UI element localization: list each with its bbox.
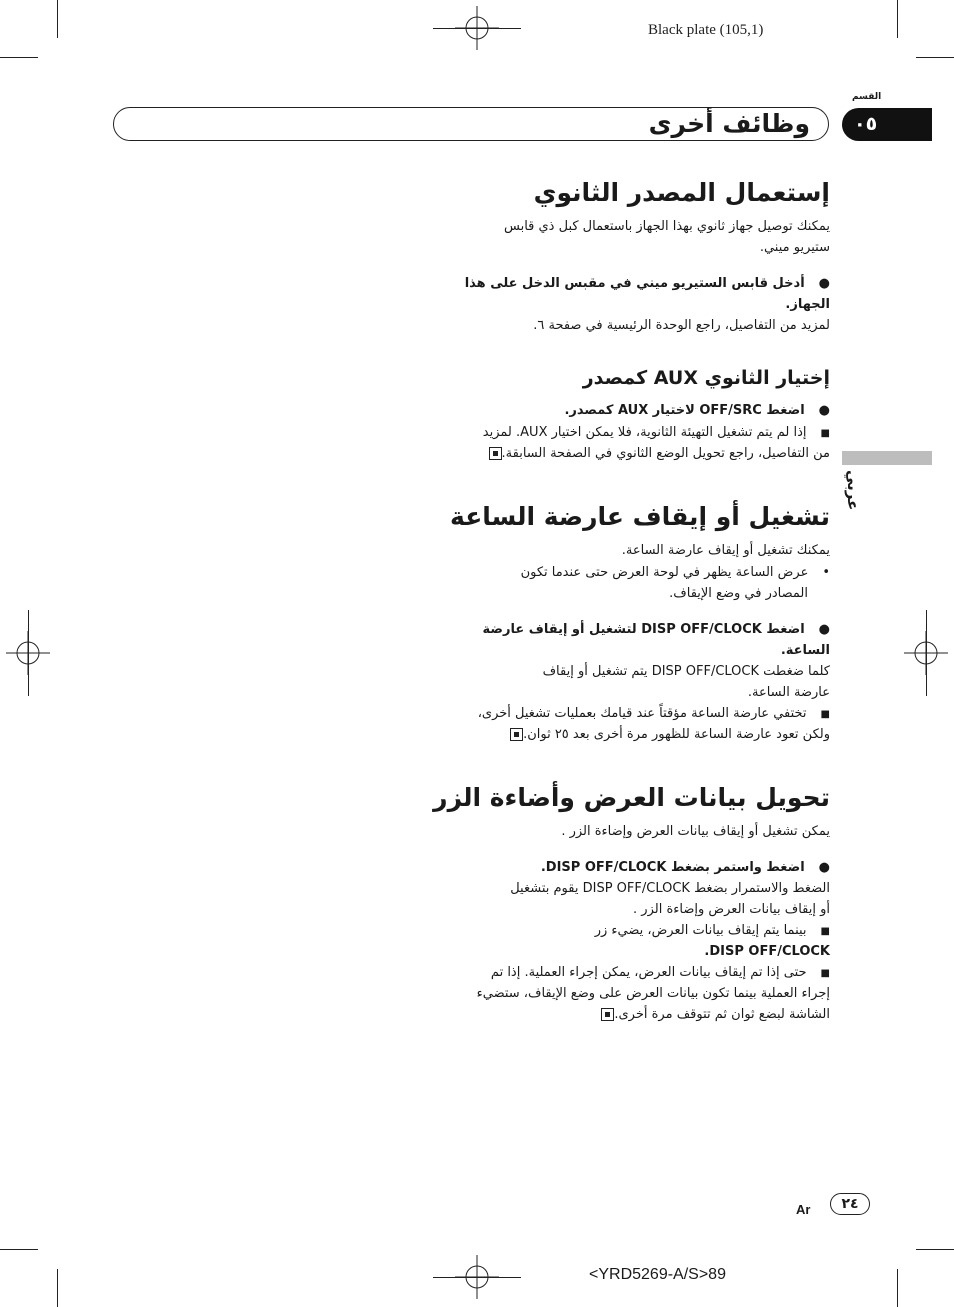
step-text: الساعة. bbox=[780, 643, 830, 658]
note-square-icon: ■ bbox=[820, 428, 830, 439]
note-text: إجراء العملية بينما تكون بيانات العرض على وضع الإيقاف، ستضيء bbox=[476, 986, 830, 1001]
section-heading-aux-use: إستعمال المصدر الثانوي bbox=[533, 178, 830, 207]
paragraph: يمكن تشغيل أو إيقاف بيانات العرض وإضاءة الزر . bbox=[561, 824, 830, 839]
language-code: Ar bbox=[796, 1202, 811, 1217]
section-number-tab: ٠٥ bbox=[842, 108, 932, 141]
paragraph: كلما ضغطت DISP OFF/CLOCK يتم تشغيل أو إيقاف bbox=[542, 664, 830, 679]
language-side-tab bbox=[842, 451, 932, 465]
note-text: ■إذا لم يتم تشغيل التهيئة الثانوية، فلا يمكن اختيار AUX. لمزيد bbox=[482, 425, 830, 440]
document-code: <YRD5269-A/S>89 bbox=[589, 1266, 726, 1283]
paragraph: ستيريو ميني. bbox=[759, 240, 830, 255]
plate-label: Black plate (105,1) bbox=[648, 22, 764, 38]
note-square-icon: ■ bbox=[820, 926, 830, 937]
bullet-text: المصادر في وضع الإيقاف. bbox=[669, 586, 808, 601]
section-heading-display-illumination: تحويل بيانات العرض وأضاءة الزر bbox=[433, 783, 830, 812]
crop-mark bbox=[926, 610, 927, 696]
page-number: ٢٤ bbox=[830, 1193, 870, 1215]
step-text: ●اضغط واستمر بضغط DISP OFF/CLOCK. bbox=[540, 860, 830, 875]
section-heading-clock-display: تشغيل أو إيقاف عارضة الساعة bbox=[450, 502, 830, 531]
crop-mark bbox=[0, 1249, 38, 1250]
end-mark-icon bbox=[601, 1008, 614, 1021]
bullet-text: •عرض الساعة يظهر في لوحة العرض حتى عندما تكون bbox=[520, 565, 830, 580]
section-heading-aux-select: إختيار الثانوي AUX كمصدر bbox=[582, 367, 830, 389]
step-bullet-icon: ● bbox=[818, 860, 830, 875]
crop-mark bbox=[57, 0, 58, 38]
note-square-icon: ■ bbox=[820, 968, 830, 979]
section-label: القسم bbox=[852, 92, 882, 102]
step-bullet-icon: ● bbox=[818, 276, 830, 291]
note-text: DISP OFF/CLOCK. bbox=[704, 944, 830, 959]
crop-mark bbox=[57, 1269, 58, 1307]
step-text: ●أدخل قابس الستيريو ميني في مقبس الدخل على هذا bbox=[464, 276, 830, 291]
registration-mark-icon bbox=[455, 6, 499, 50]
crop-mark bbox=[916, 57, 954, 58]
paragraph: أو إيقاف بيانات العرض وإضاءة الزر . bbox=[633, 902, 830, 917]
end-mark-icon bbox=[510, 728, 523, 741]
paragraph: يمكنك تشغيل أو إيقاف عارضة الساعة. bbox=[621, 543, 830, 558]
note-text: الشاشة لبضع ثوان ثم تتوقف مرة أخرى. bbox=[597, 1004, 830, 1025]
note-text: من التفاصيل، راجع تحويل الوضع الثانوي في الصفحة السابقة. bbox=[485, 443, 830, 464]
step-text: ●اضغط OFF/SRC لاختيار AUX كمصدر. bbox=[564, 403, 830, 418]
crop-mark bbox=[916, 1249, 954, 1250]
note-text: ولكن تعود عارضة الساعة للظهور مرة أخرى بعد ٢٥ ثوان. bbox=[506, 724, 830, 745]
paragraph: لمزيد من التفاصيل، راجع الوحدة الرئيسية في صفحة ٦. bbox=[533, 318, 830, 333]
paragraph: عارضة الساعة. bbox=[747, 685, 830, 700]
crop-mark bbox=[897, 0, 898, 38]
paragraph: الضغط والاستمرار بضغط DISP OFF/CLOCK يقوم بتشغيل bbox=[510, 881, 830, 896]
page-title: وظائف أخرى bbox=[648, 109, 810, 138]
step-text: ●اضغط DISP OFF/CLOCK لتشغيل أو إيقاف عارضة bbox=[482, 622, 830, 637]
step-bullet-icon: ● bbox=[818, 403, 830, 418]
note-text: ■حتى إذا تم إيقاف بيانات العرض، يمكن إجراء العملية. إذا تم bbox=[490, 965, 830, 980]
note-text: ■تختفي عارضة الساعة مؤقتاً عند قيامك بعمليات تشغيل أخرى، bbox=[477, 706, 830, 721]
step-bullet-icon: ● bbox=[818, 622, 830, 637]
step-text: الجهاز. bbox=[785, 297, 830, 312]
note-square-icon: ■ bbox=[820, 709, 830, 720]
crop-mark bbox=[897, 1269, 898, 1307]
crop-mark bbox=[0, 57, 38, 58]
end-mark-icon bbox=[489, 447, 502, 460]
language-side-label: عربي bbox=[844, 470, 862, 511]
registration-mark-icon bbox=[455, 1255, 499, 1299]
paragraph: يمكنك توصيل جهاز ثانوي بهذا الجهاز باستعمال كبل ذي قابس bbox=[504, 219, 830, 234]
crop-mark bbox=[28, 610, 29, 696]
dot-bullet-icon: • bbox=[822, 565, 830, 580]
note-text: ■بينما يتم إيقاف بيانات العرض، يضيء زر bbox=[594, 923, 830, 938]
